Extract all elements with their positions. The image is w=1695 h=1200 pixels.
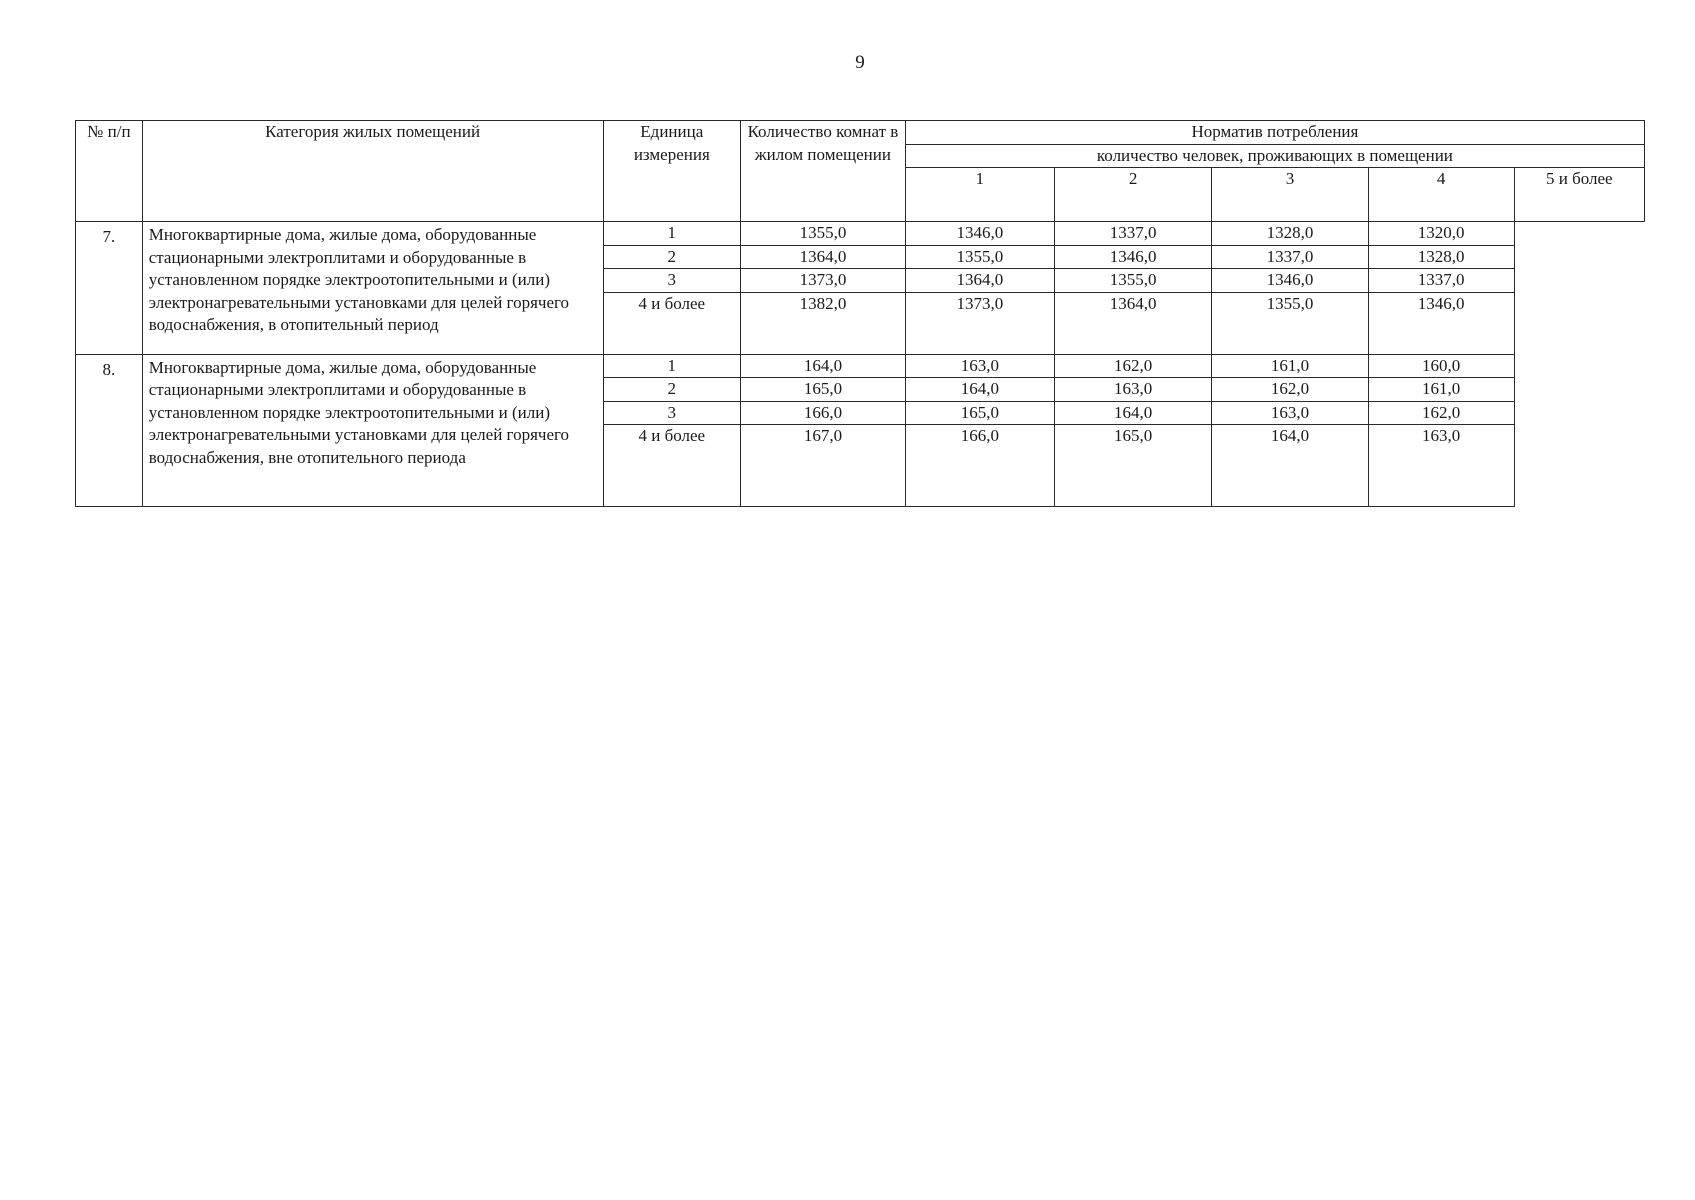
rooms-cell: 2 xyxy=(603,245,741,269)
value-cell: 1382,0 xyxy=(741,292,906,354)
value-cell: 163,0 xyxy=(1054,378,1211,402)
value-cell: 1346,0 xyxy=(1212,269,1368,293)
value-cell: 162,0 xyxy=(1368,401,1514,425)
value-cell: 1364,0 xyxy=(905,269,1054,293)
page-number: 9 xyxy=(855,52,865,73)
header-person-col: 3 xyxy=(1212,168,1368,222)
value-cell: 1337,0 xyxy=(1368,269,1514,293)
value-cell: 162,0 xyxy=(1054,354,1211,378)
value-cell: 1355,0 xyxy=(741,222,906,246)
value-cell: 1337,0 xyxy=(1054,222,1211,246)
header-person-col: 5 и более xyxy=(1514,168,1644,222)
value-cell: 162,0 xyxy=(1212,378,1368,402)
header-unit: Единица измерения xyxy=(603,121,741,222)
rooms-cell: 3 xyxy=(603,401,741,425)
rooms-cell: 4 и более xyxy=(603,425,741,507)
header-person-col: 1 xyxy=(905,168,1054,222)
value-cell: 1355,0 xyxy=(905,245,1054,269)
value-cell: 1373,0 xyxy=(905,292,1054,354)
rooms-cell: 1 xyxy=(603,222,741,246)
value-cell: 165,0 xyxy=(905,401,1054,425)
value-cell: 166,0 xyxy=(741,401,906,425)
value-cell: 1346,0 xyxy=(1368,292,1514,354)
header-norm: Норматив потребления xyxy=(905,121,1644,145)
header-person-col: 4 xyxy=(1368,168,1514,222)
value-cell: 165,0 xyxy=(1054,425,1211,507)
rooms-cell: 2 xyxy=(603,378,741,402)
value-cell: 161,0 xyxy=(1368,378,1514,402)
value-cell: 1355,0 xyxy=(1054,269,1211,293)
rooms-cell: 4 и более xyxy=(603,292,741,354)
rooms-cell: 3 xyxy=(603,269,741,293)
value-cell: 1337,0 xyxy=(1212,245,1368,269)
rooms-cell: 1 xyxy=(603,354,741,378)
value-cell: 1346,0 xyxy=(905,222,1054,246)
value-cell: 1373,0 xyxy=(741,269,906,293)
value-cell: 1328,0 xyxy=(1212,222,1368,246)
value-cell: 164,0 xyxy=(1054,401,1211,425)
header-person-col: 2 xyxy=(1054,168,1211,222)
value-cell: 1346,0 xyxy=(1054,245,1211,269)
value-cell: 160,0 xyxy=(1368,354,1514,378)
value-cell: 163,0 xyxy=(905,354,1054,378)
header-num: № п/п xyxy=(76,121,143,222)
header-rooms: Количество комнат в жилом помещении xyxy=(741,121,906,222)
value-cell: 163,0 xyxy=(1212,401,1368,425)
value-cell: 161,0 xyxy=(1212,354,1368,378)
value-cell: 164,0 xyxy=(741,354,906,378)
value-cell: 164,0 xyxy=(905,378,1054,402)
group-num: 8. xyxy=(76,354,143,507)
value-cell: 166,0 xyxy=(905,425,1054,507)
table-row xyxy=(76,222,1645,246)
group-num: 7. xyxy=(76,222,143,355)
value-cell: 1364,0 xyxy=(741,245,906,269)
group-category: Многоквартирные дома, жилые дома, оборудованные стационарными электроплитами и оборудованные в установленном порядке электроотопительными и (или) электронагревательными установками для целей горячего водоснабжения, вне отопительного периода xyxy=(142,354,603,507)
value-cell: 1364,0 xyxy=(1054,292,1211,354)
group-category: Многоквартирные дома, жилые дома, оборудованные стационарными электроплитами и оборудованные в установленном порядке электроотопительными и (или) электронагревательными установками для целей горячего водоснабжения, в отопительный период xyxy=(142,222,603,355)
value-cell: 164,0 xyxy=(1212,425,1368,507)
header-persons: количество человек, проживающих в помещении xyxy=(905,144,1644,168)
norm-table xyxy=(75,120,1645,507)
table-row xyxy=(76,354,1645,378)
value-cell: 165,0 xyxy=(741,378,906,402)
header-category: Категория жилых помещений xyxy=(142,121,603,222)
value-cell: 167,0 xyxy=(741,425,906,507)
value-cell: 163,0 xyxy=(1368,425,1514,507)
value-cell: 1320,0 xyxy=(1368,222,1514,246)
value-cell: 1355,0 xyxy=(1212,292,1368,354)
value-cell: 1328,0 xyxy=(1368,245,1514,269)
